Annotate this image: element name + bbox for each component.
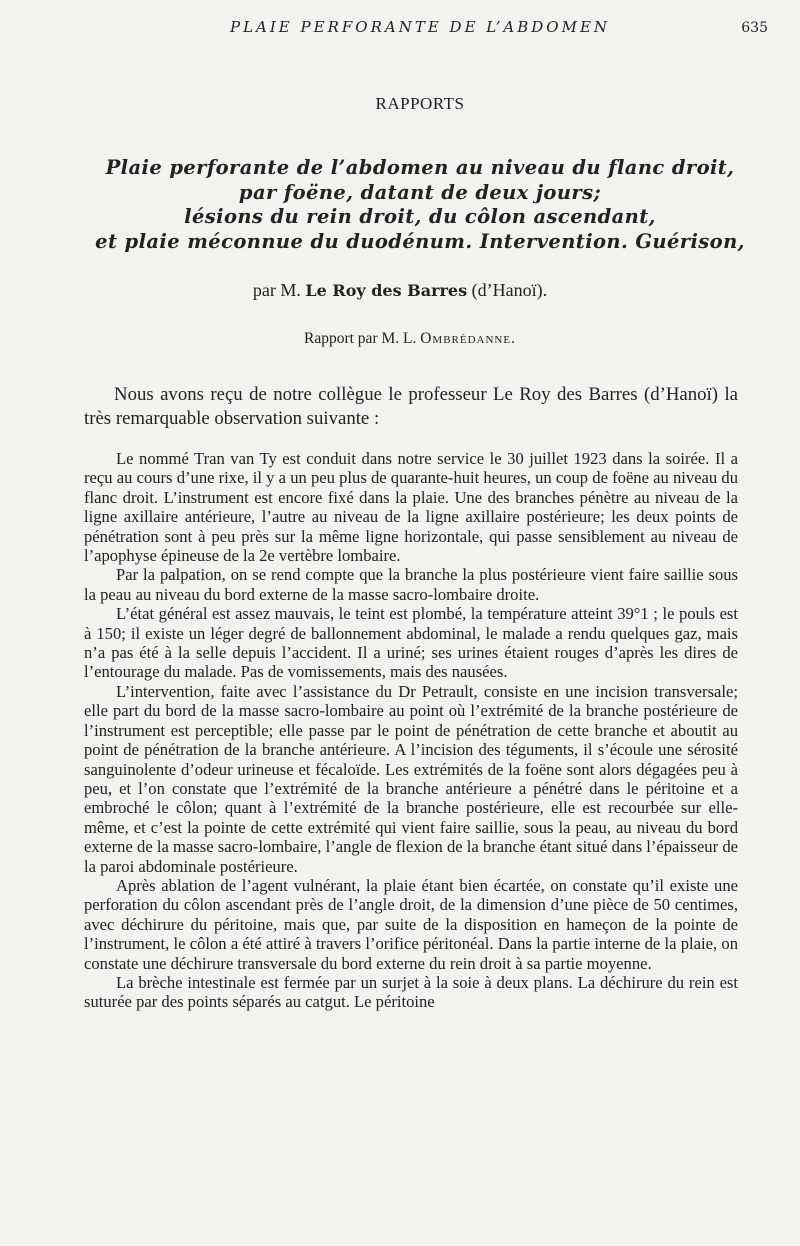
author-byline bbox=[0, 280, 800, 301]
title-line: par foëne, datant de deux jours; bbox=[238, 180, 602, 204]
intro-paragraph: Nous avons reçu de notre collègue le professeur Le Roy des Barres (d’Hanoï) la très remarquable observation suivante : bbox=[84, 384, 738, 429]
page-number: 635 bbox=[741, 20, 768, 36]
observation-text bbox=[84, 449, 738, 1012]
author-name: Le Roy des Barres bbox=[305, 281, 468, 300]
body-paragraph: Le nommé Tran van Ty est conduit dans notre service le 30 juillet 1923 dans la soirée. Il a reçu au cours d’une rixe, il y a un peu plus de quarante-huit heures, un coup de foëne au niveau du flanc droit. L’instrument est encore fixé dans la plaie. Une des branches pénètre au niveau de la ligne axillaire antérieure, l’autre au niveau de la ligne axillaire postérieure; les deux points de pénétration sont à peu près sur la même ligne horizontale, qui passe sensiblement au niveau de l’apophyse épineuse de la 2e vertèbre lombaire. bbox=[84, 449, 738, 566]
reporter-name: Ombrédanne. bbox=[420, 330, 516, 347]
body-paragraph: L’état général est assez mauvais, le teint est plombé, la température atteint 39°1 ; le pouls est à 150; il existe un léger degré de ballonnement abdominal, le malade a rendu quelques gaz, mais n’a pas été à la selle depuis l’accident. Il a uriné; ses urines étaient rouges d’après les dires de l’entourage du malade. Pas de vomissements, mais des nausées. bbox=[84, 604, 738, 682]
article-title bbox=[60, 156, 780, 254]
body-paragraph: Après ablation de l’agent vulnérant, la plaie étant bien écartée, on constate qu’il existe une perforation du côlon ascendant près de l’angle droit, de la dimension d’une pièce de 50 centimes, avec déchirure du péritoine, mais que, par suite de la disposition en hameçon de la pointe de l’instrument, le côlon a été attiré à travers l’orifice péritonéal. Dans la partie interne de la plaie, on constate une déchirure transversale du bord externe du rein droit à sa partie moyenne. bbox=[84, 875, 738, 973]
title-line: lésions du rein droit, du côlon ascendant, bbox=[184, 205, 656, 228]
body-paragraph: Par la palpation, on se rend compte que la branche la plus postérieure vient faire saillie sous la peau au niveau du bord externe de la masse sacro-lombaire droite. bbox=[84, 565, 738, 604]
section-title: RAPPORTS bbox=[375, 94, 465, 113]
reporter-prefix: Rapport par M. L. bbox=[304, 330, 417, 347]
title-line: et plaie méconnue du duodénum. Intervention. Guérison, bbox=[95, 229, 745, 253]
running-title: PLAIE PERFORANTE DE L’ABDOMEN bbox=[230, 18, 611, 36]
running-header bbox=[0, 18, 800, 42]
body-paragraph: L’intervention, faite avec l’assistance du Dr Petrault, consiste en une incision transversale; elle part du bord de la masse sacro-lombaire au point où l’extrémité de la branche postérieure de l’instrument est perceptible; elle passe par le point de pénétration de cette branche et aboutit au point de pénétration de la branche antérieure. A l’incision des téguments, il s’écoule une sérosité sanguinolente d’odeur urineuse et fécaloïde. Les extrémités de la foëne sont alors dégagées peu à peu, et l’on constate que l’extrémité de la branche antérieure a pénétré dans le péritoine et a embroché le côlon; quant à l’extrémité de la branche postérieure, elle est recourbée sur elle-même, et c’est la pointe de cette extrémité qui vient faire saillie, sous la peau, au niveau du bord externe de la masse sacro-lombaire, l’angle de flexion de la branche étant situé dans l’épaisseur de la paroi abdominale postérieure. bbox=[84, 681, 738, 876]
byline-prefix: par M. bbox=[252, 280, 301, 300]
body-paragraph: La brèche intestinale est fermée par un surjet à la soie à deux plans. La déchirure du rein est suturée par des points séparés au catgut. Le péritoine bbox=[84, 972, 738, 1012]
title-line: Plaie perforante de l’abdomen au niveau du flanc droit, bbox=[105, 156, 735, 179]
reporter-line bbox=[0, 330, 800, 348]
author-location: (d’Hanoï). bbox=[471, 280, 548, 300]
